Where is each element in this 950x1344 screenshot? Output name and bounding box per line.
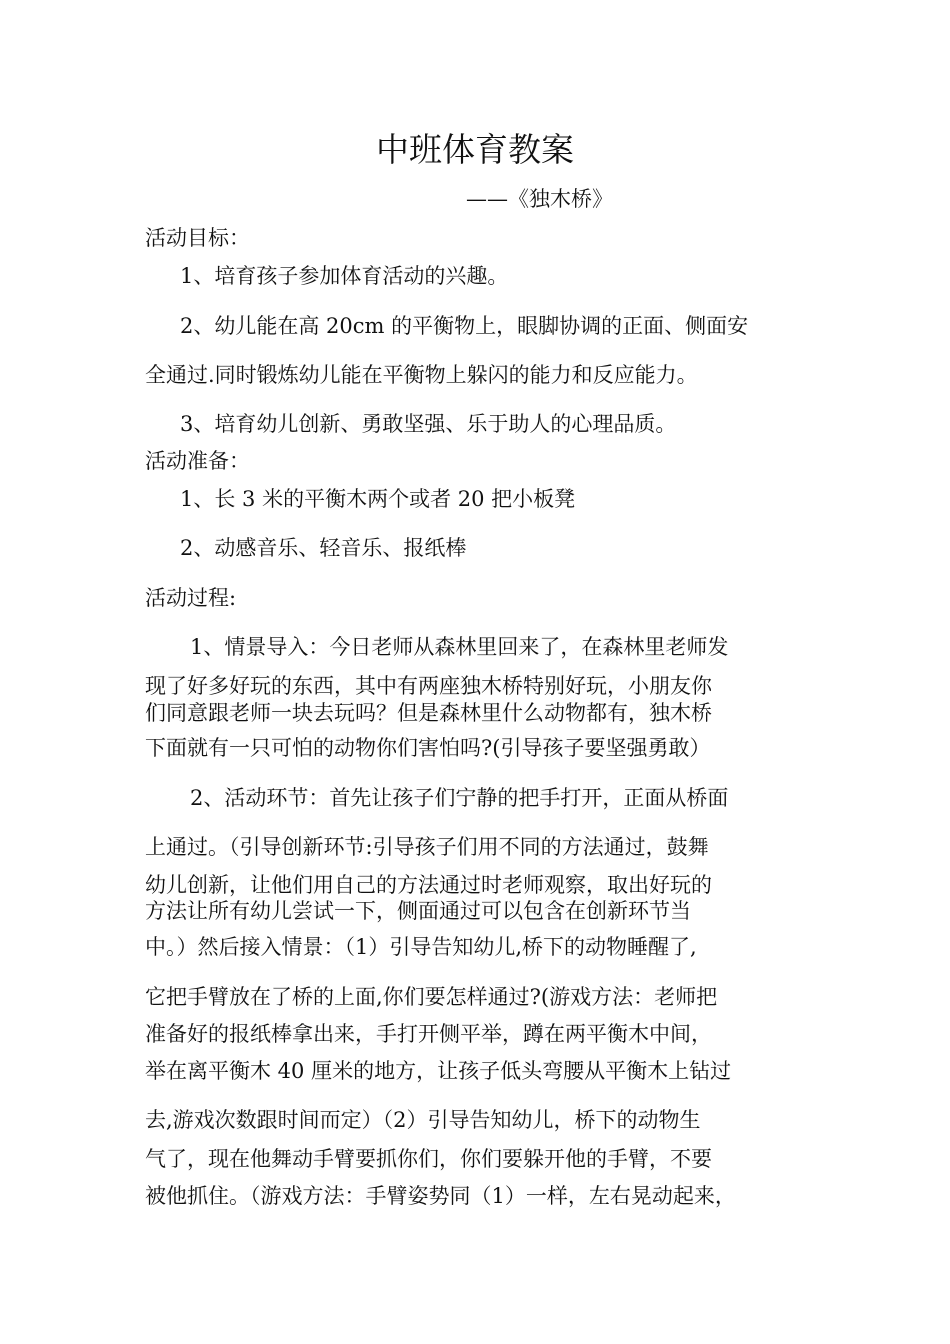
process-p2-line: 幼儿创新，让他们用自己的方法通过时老师观察，取出好玩的: [145, 873, 712, 897]
process-p2-line: 它把手臂放在了桥的上面,你们要怎样通过?(游戏方法：老师把: [145, 985, 718, 1009]
document-subtitle: ——《独木桥》: [466, 187, 613, 211]
prep-item-1: 1、长 3 米的平衡木两个或者 20 把小板凳: [180, 487, 576, 511]
process-p2-line: 上通过。（引导创新环节:引导孩子们用不同的方法通过，鼓舞: [145, 835, 709, 859]
process-p2-line: 方法让所有幼儿尝试一下，侧面通过可以包含在创新环节当: [145, 899, 691, 923]
goal-item-3: 3、培育幼儿创新、勇敢坚强、乐于助人的心理品质。: [180, 412, 677, 436]
goal-item-2-line-2: 全通过.同时锻炼幼儿能在平衡物上躲闪的能力和反应能力。: [145, 363, 698, 387]
process-p2-line: 2、活动环节：首先让孩子们宁静的把手打开，正面从桥面: [190, 786, 729, 810]
process-p2-line: 气了，现在他舞动手臂要抓你们，你们要躲开他的手臂，不要: [145, 1147, 712, 1171]
process-p1-line: 1、情景导入：今日老师从森林里回来了，在森林里老师发: [190, 635, 729, 659]
process-p2-line: 被他抓住。（游戏方法：手臂姿势同（1）一样，左右晃动起来，: [145, 1184, 736, 1208]
process-p1-line: 们同意跟老师一块去玩吗？但是森林里什么动物都有，独木桥: [145, 701, 712, 725]
prep-heading: 活动准备：: [145, 449, 250, 473]
prep-item-2: 2、动感音乐、轻音乐、报纸棒: [180, 536, 467, 560]
goals-heading: 活动目标：: [145, 226, 250, 250]
document-title: 中班体育教案: [376, 130, 574, 169]
process-heading: 活动过程:: [145, 586, 237, 610]
process-p2-line: 准备好的报纸棒拿出来，手打开侧平举，蹲在两平衡木中间，: [145, 1022, 712, 1046]
process-p2-line: 中。）然后接入情景：（1）引导告知幼儿,桥下的动物睡醒了,: [145, 935, 697, 959]
goal-item-1: 1、培育孩子参加体育活动的兴趣。: [180, 264, 509, 288]
process-p2-line: 举在离平衡木 40 厘米的地方，让孩子低头弯腰从平衡木上钻过: [145, 1059, 732, 1083]
process-p1-line: 现了好多好玩的东西，其中有两座独木桥特别好玩，小朋友你: [145, 674, 712, 698]
goal-item-2-line-1: 2、幼儿能在高 20cm 的平衡物上，眼脚协调的正面、侧面安: [180, 314, 749, 338]
process-p2-line: 去,游戏次数跟时间而定）（2）引导告知幼儿，桥下的动物生: [145, 1108, 701, 1132]
process-p1-line: 下面就有一只可怕的动物你们害怕吗?(引导孩子要坚强勇敢）: [145, 736, 711, 760]
